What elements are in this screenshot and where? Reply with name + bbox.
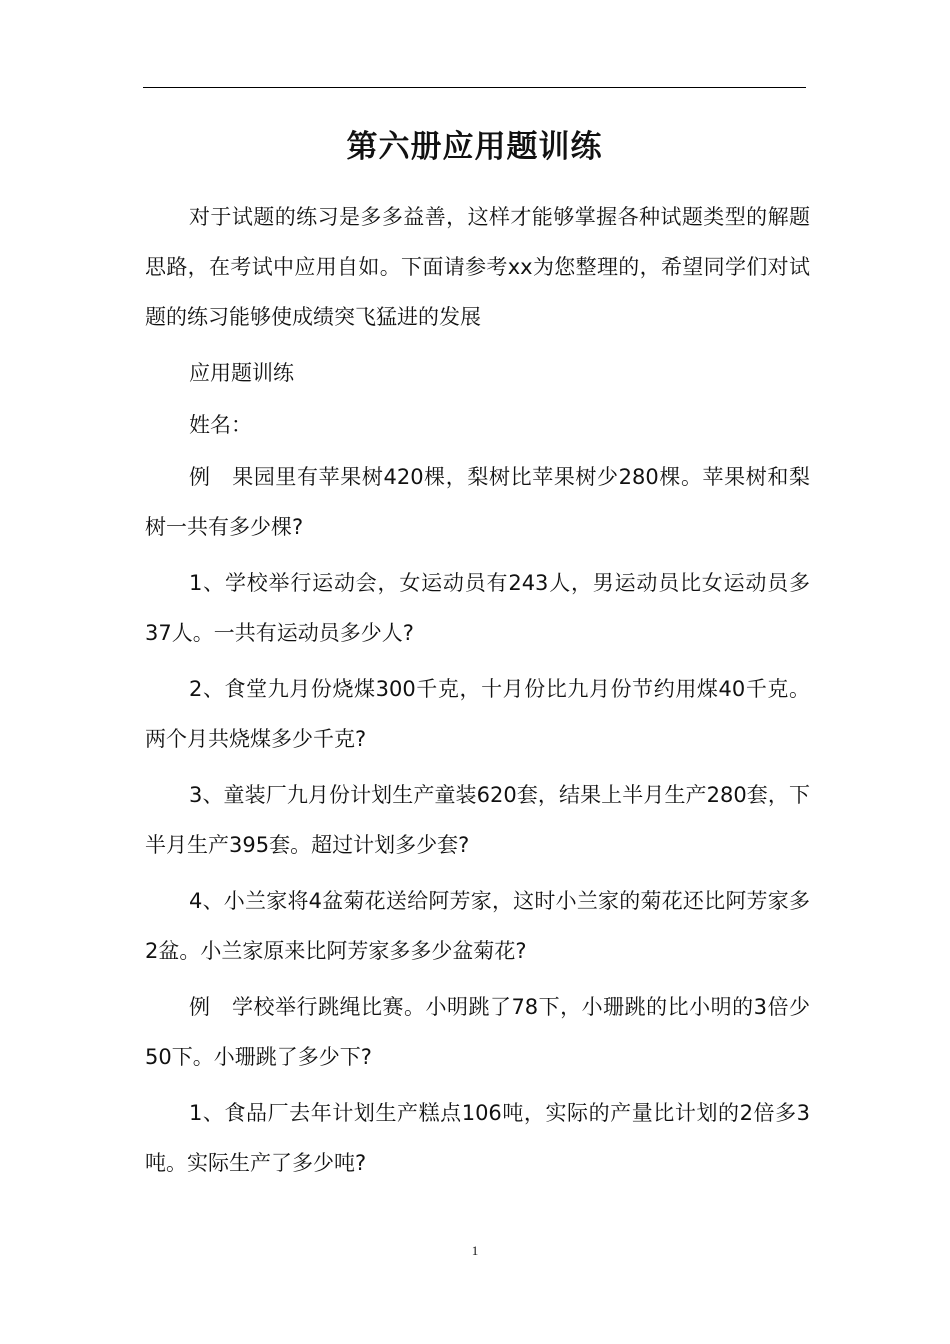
document-body xyxy=(145,192,810,1194)
problem-1-3: 3、童装厂九月份计划生产童装620套，结果上半月生产280套，下半月生产395套。超过计划多少套? xyxy=(145,783,810,857)
section-heading: 应用题训练 xyxy=(189,361,294,385)
intro-paragraph: 对于试题的练习是多多益善，这样才能够掌握各种试题类型的解题思路，在考试中应用自如。下面请参考xx为您整理的，希望同学们对试题的练习能够使成绩突飞猛进的发展 xyxy=(145,205,810,329)
example-problem-2: 例 学校举行跳绳比赛。小明跳了78下，小珊跳的比小明的3倍少50下。小珊跳了多少下? xyxy=(145,995,810,1069)
problem-1-1: 1、学校举行运动会，女运动员有243人，男运动员比女运动员多37人。一共有运动员多少人? xyxy=(145,571,810,645)
header-rule xyxy=(143,87,806,88)
page-number: 1 xyxy=(471,1243,479,1258)
page-title: 第六册应用题训练 xyxy=(346,129,603,165)
problem-1-4: 4、小兰家将4盆菊花送给阿芳家，这时小兰家的菊花还比阿芳家多2盆。小兰家原来比阿芳家多多少盆菊花? xyxy=(145,889,810,963)
name-field-label: 姓名： xyxy=(189,413,252,437)
problem-2-1: 1、食品厂去年计划生产糕点106吨，实际的产量比计划的2倍多3吨。实际生产了多少吨? xyxy=(145,1101,810,1175)
problem-1-2: 2、食堂九月份烧煤300千克，十月份比九月份节约用煤40千克。两个月共烧煤多少千克? xyxy=(145,677,810,751)
example-problem-1: 例 果园里有苹果树420棵，梨树比苹果树少280棵。苹果树和梨树一共有多少棵? xyxy=(145,465,810,539)
